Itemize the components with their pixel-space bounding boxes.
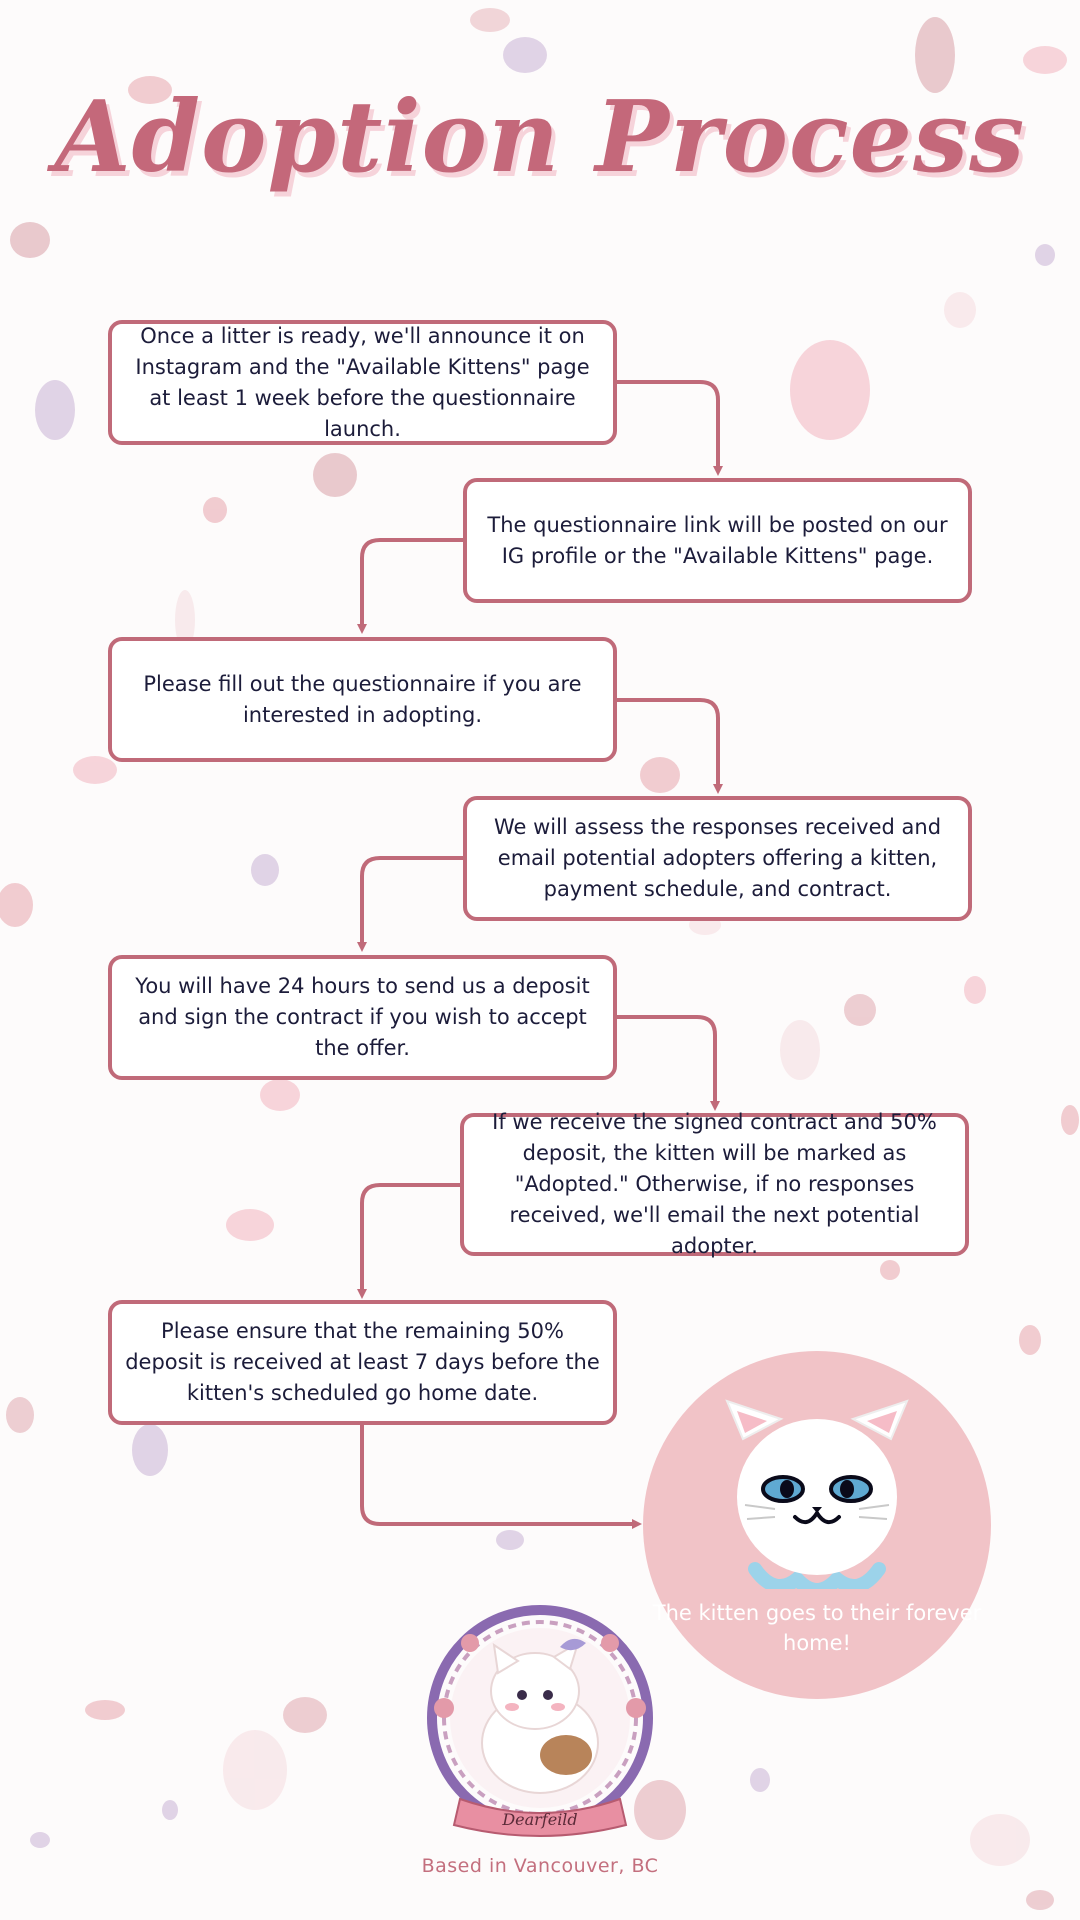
footer-location: Based in Vancouver, BC bbox=[421, 1855, 659, 1877]
arrow-3 bbox=[617, 700, 718, 790]
page-title: Adoption Process bbox=[54, 80, 1026, 195]
arrow-1 bbox=[617, 382, 718, 472]
step-7: Please ensure that the remaining 50% deposit is received at least 7 days before the kitten's scheduled go home date. bbox=[108, 1300, 617, 1425]
arrow-6 bbox=[362, 1185, 460, 1295]
arrow-7 bbox=[362, 1425, 638, 1524]
step-4: We will assess the responses received and email potential adopters offering a kitten, payment schedule, and contract. bbox=[463, 796, 972, 921]
step-1: Once a litter is ready, we'll announce it on Instagram and the "Available Kittens" page at least 1 week before the questionnaire launch. bbox=[108, 320, 617, 445]
arrow-4 bbox=[362, 858, 463, 948]
arrow-5 bbox=[617, 1017, 715, 1107]
step-6: If we receive the signed contract and 50% deposit, the kitten will be marked as "Adopted." Otherwise, if no responses received, we'll email the next potential adopter. bbox=[460, 1113, 969, 1256]
step-5: You will have 24 hours to send us a deposit and sign the contract if you wish to accept the offer. bbox=[108, 955, 617, 1080]
step-2: The questionnaire link will be posted on our IG profile or the "Available Kittens" page. bbox=[463, 478, 972, 603]
final-step-circle bbox=[643, 1351, 991, 1699]
final-step-text: The kitten goes to their forever home! bbox=[652, 1601, 982, 1655]
step-3: Please fill out the questionnaire if you are interested in adopting. bbox=[108, 637, 617, 762]
cat-face-icon bbox=[715, 1389, 919, 1589]
logo-text: Dearfeild bbox=[502, 1810, 578, 1829]
arrow-2 bbox=[362, 540, 463, 630]
kitten-logo-icon bbox=[420, 1603, 660, 1843]
